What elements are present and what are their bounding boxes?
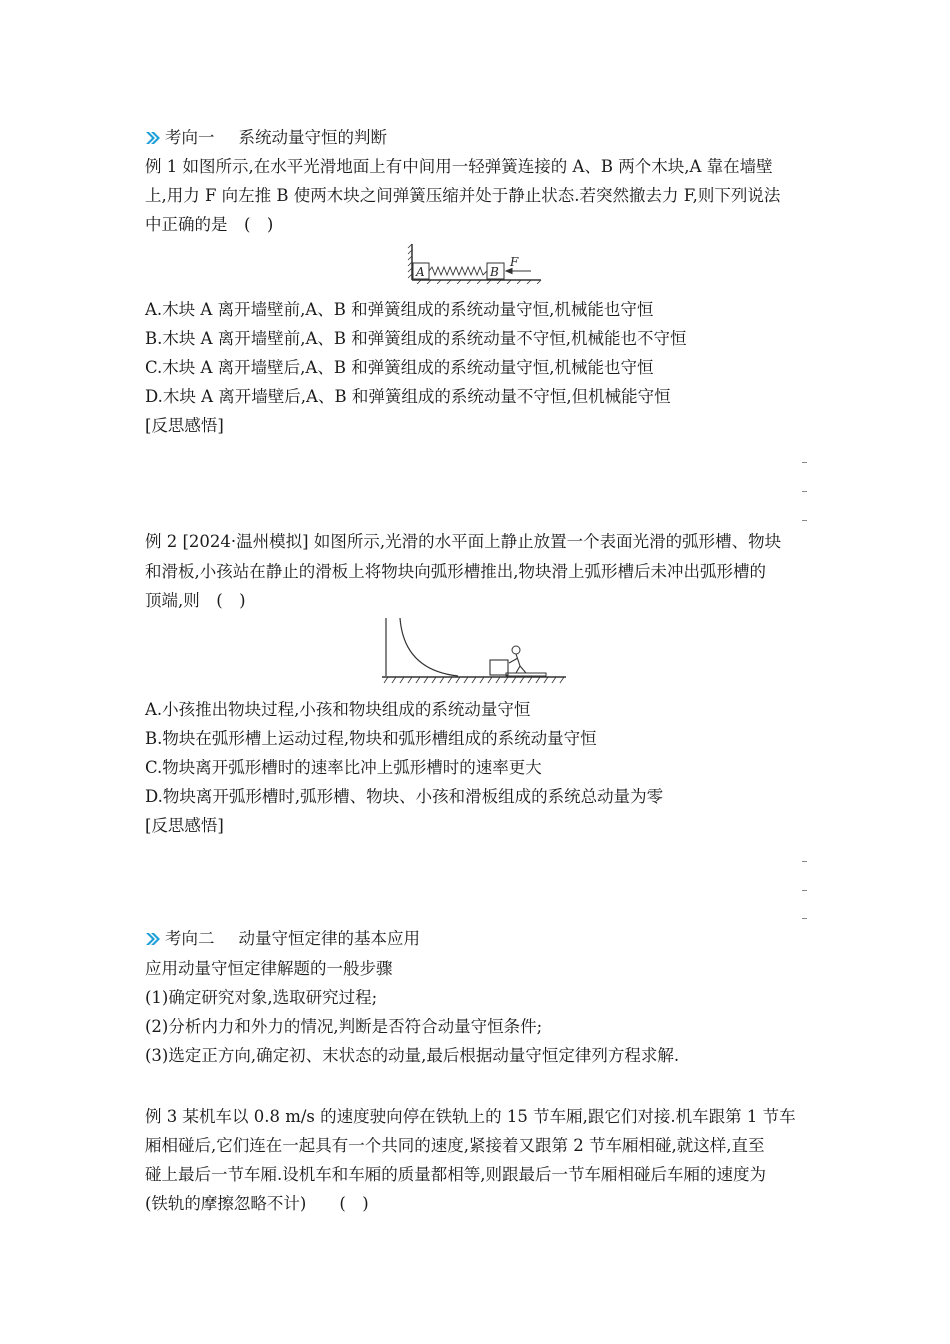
reflection-label: [反思感悟]: [145, 816, 224, 835]
question-line: 中正确的是 ( ): [145, 215, 274, 234]
option-d: D.物块离开弧形槽时,弧形槽、物块、小孩和滑板组成的系统总动量为零: [145, 787, 664, 806]
option-c: C.木块 A 离开墙壁后,A、B 和弹簧组成的系统动量守恒,机械能也守恒: [145, 358, 654, 377]
arc-groove-figure: [382, 616, 568, 684]
step-item: (2)分析内力和外力的情况,判断是否符合动量守恒条件;: [145, 1017, 543, 1036]
question-line: 顶端,则 ( ): [145, 591, 246, 610]
label-a: A: [416, 265, 425, 279]
question-line: 例 1 如图所示,在水平光滑地面上有中间用一轻弹簧连接的 A、B 两个木块,A 靠在墙壁: [145, 157, 773, 176]
option-b: B.物块在弧形槽上运动过程,物块和弧形槽组成的系统动量守恒: [145, 729, 597, 748]
question-line: 上,用力 F 向左推 B 使两木块之间弹簧压缩并处于静止状态.若突然撤去力 F,则下列说法: [145, 186, 781, 205]
child-head: [512, 646, 520, 654]
question-line: 厢相碰后,它们连在一起具有一个共同的速度,紧接着又跟第 2 节车厢相碰,就这样,直至: [145, 1136, 765, 1155]
option-d: D.木块 A 离开墙壁后,A、B 和弹簧组成的系统动量不守恒,但机械能守恒: [145, 387, 671, 406]
answer-blank-mark: [802, 890, 807, 891]
section-heading-2: [145, 928, 810, 950]
double-chevron-icon: [145, 131, 161, 145]
question-line: 例 3 某机车以 0.8 m/s 的速度驶向停在铁轨上的 15 节车厢,跟它们对接.机车跟第 1 节车: [145, 1107, 796, 1126]
skateboard: [506, 673, 546, 676]
section-label: 考向一: [165, 128, 215, 147]
answer-blank-mark: [802, 918, 807, 919]
answer-blank-mark: [802, 491, 807, 492]
spring-blocks-figure: [405, 242, 545, 284]
double-chevron-icon: [145, 932, 161, 946]
spring: [429, 267, 487, 275]
child-body: [509, 654, 526, 673]
section-label: 考向二: [165, 929, 215, 948]
steps-intro: 应用动量守恒定律解题的一般步骤: [145, 959, 393, 978]
step-item: (3)选定正方向,确定初、末状态的动量,最后根据动量守恒定律列方程求解.: [145, 1046, 680, 1065]
question-line: 碰上最后一节车厢.设机车和车厢的质量都相等,则跟最后一节车厢相碰后车厢的速度为: [145, 1165, 766, 1184]
question-line: (铁轨的摩擦忽略不计) ( ): [145, 1194, 369, 1213]
section-title: 动量守恒定律的基本应用: [238, 929, 420, 948]
reflection-label: [反思感悟]: [145, 416, 224, 435]
label-b: B: [490, 265, 499, 279]
section-title: 系统动量守恒的判断: [238, 128, 387, 147]
option-a: A.小孩推出物块过程,小孩和物块组成的系统动量守恒: [145, 700, 531, 719]
question-line: 例 2 [2024·温州模拟] 如图所示,光滑的水平面上静止放置一个表面光滑的弧形槽、物块: [145, 532, 782, 551]
answer-blank-mark: [802, 462, 807, 463]
section-heading-1: [145, 127, 810, 149]
block: [490, 660, 508, 675]
question-line: 和滑板,小孩站在静止的滑板上将物块向弧形槽推出,物块滑上弧形槽后未冲出弧形槽的: [145, 562, 766, 581]
option-c: C.物块离开弧形槽时的速率比冲上弧形槽时的速率更大: [145, 758, 542, 777]
answer-blank-mark: [802, 861, 807, 862]
label-f: F: [510, 255, 519, 269]
answer-blank-mark: [802, 520, 807, 521]
option-a: A.木块 A 离开墙壁前,A、B 和弹簧组成的系统动量守恒,机械能也守恒: [145, 300, 654, 319]
step-item: (1)确定研究对象,选取研究过程;: [145, 988, 378, 1007]
groove-arc: [400, 618, 458, 676]
option-b: B.木块 A 离开墙壁前,A、B 和弹簧组成的系统动量不守恒,机械能也不守恒: [145, 329, 687, 348]
